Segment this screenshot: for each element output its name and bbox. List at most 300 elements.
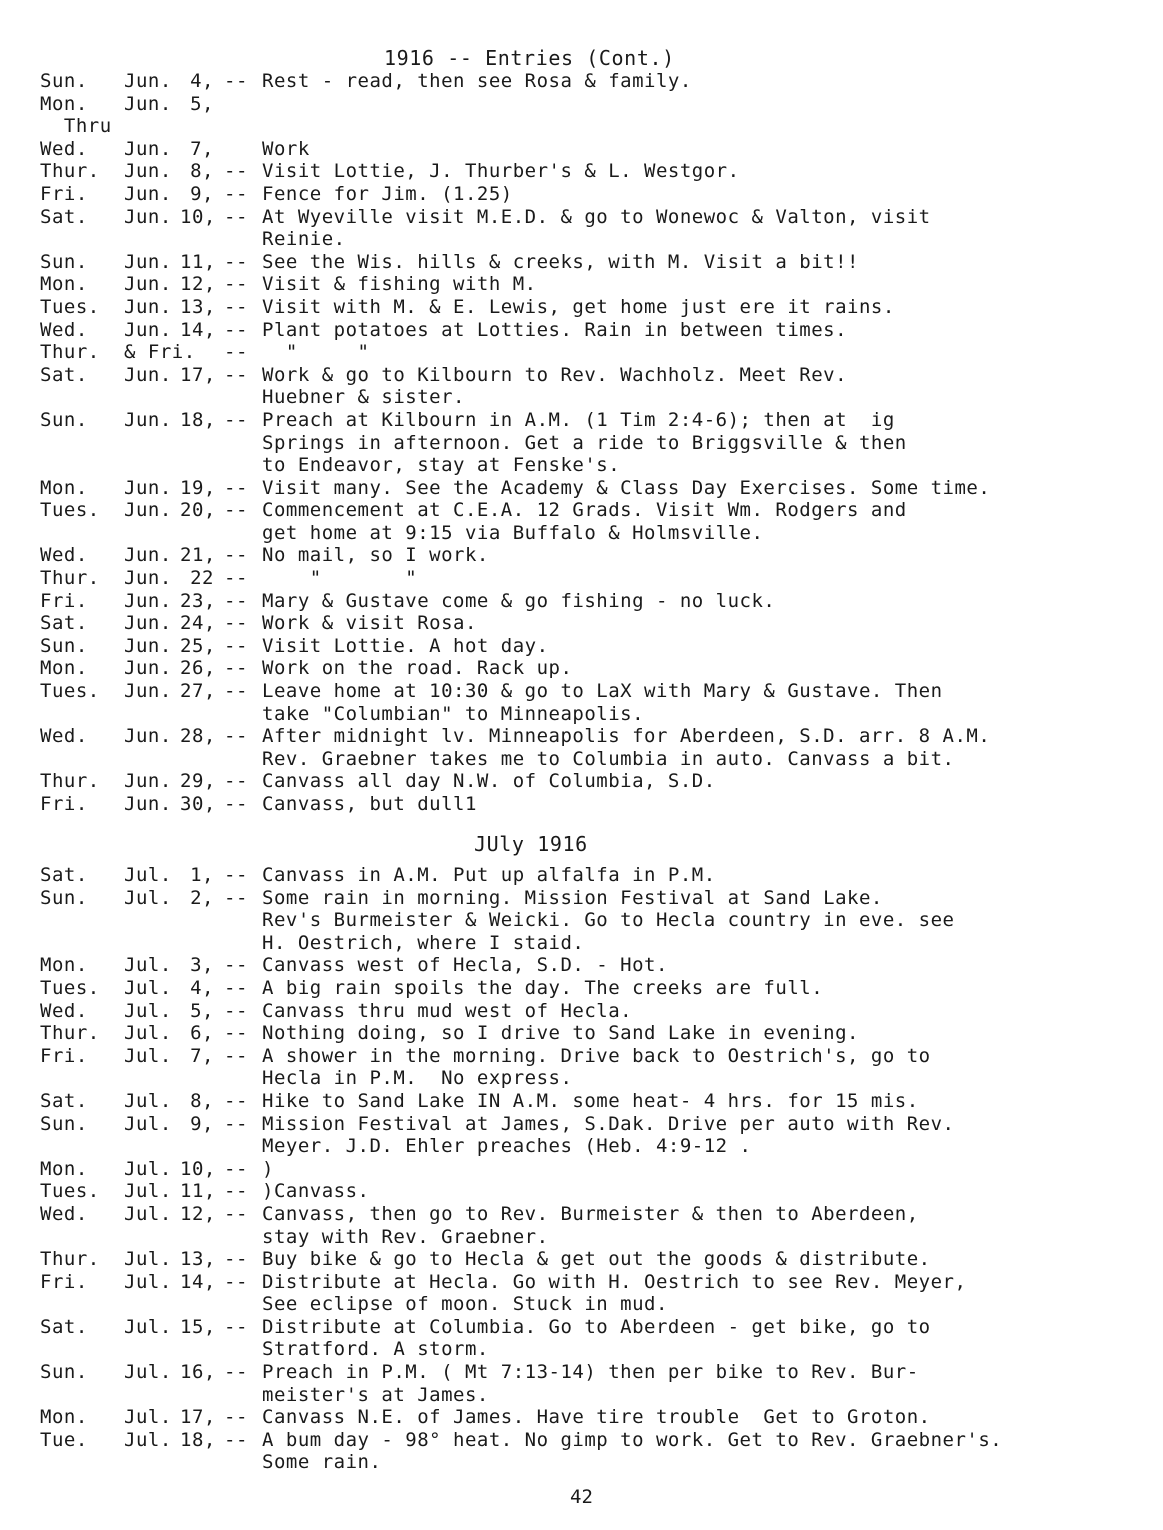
entry-continuation-row [40,454,1160,477]
entry-weekday: Sun. [40,70,88,92]
diary-entry [40,1248,1160,1271]
entry-text: Canvass in A.M. Put up alfalfa in P.M. [262,864,716,886]
entry-weekday [40,1384,124,1407]
entry-day: 18, [180,1428,216,1451]
entry-separator: -- [224,725,248,748]
entry-separator: -- [224,182,248,205]
entry-separator: -- [224,657,248,680]
entry-separator: -- [224,363,248,386]
entry-day: 2, [190,886,214,909]
entry-day: 5, [190,999,214,1022]
entry-day [180,432,218,455]
entry-text: Visit Lottie. A hot day. [262,634,549,657]
entry-row [40,725,1160,748]
entry-day [180,115,218,138]
entry-separator [218,909,262,932]
entry-weekday [40,386,124,409]
entry-weekday: Sat. [40,864,88,886]
entry-weekday [40,1135,124,1158]
entry-day: 26, [180,657,216,680]
entry-row [40,1158,1160,1181]
entry-text [262,115,1160,138]
diary-entry [40,1113,1160,1158]
entry-weekday: Mon. [40,657,88,680]
entry-row [40,183,1160,206]
entry-separator [218,432,262,455]
entry-row [40,864,1160,887]
entry-row [40,115,1160,138]
entry-month: & Fri. [124,341,196,364]
entry-separator [218,1226,262,1249]
entry-separator: -- [224,250,248,273]
entry-row [40,954,1160,977]
entry-text: get home at 9:15 via Buffalo & Holmsville. [262,521,764,544]
entry-weekday [40,228,124,251]
entry-text: take "Columbian" to Minneapolis. [262,702,645,725]
entry-text: Hecla in P.M. No express. [262,1067,573,1090]
entry-month: Jun. [124,499,172,522]
entry-text: Mary & Gustave come & go fishing - no luck. [262,589,776,612]
entry-day: 22 [190,567,214,590]
entry-separator: -- [224,567,248,590]
entry-text: Leave home at 10:30 & go to LaX with Mary & Gustave. Then [262,680,943,703]
diary-entry [40,477,1160,500]
entry-separator: -- [224,1428,248,1451]
entry-separator: -- [224,1248,248,1271]
diary-entry [40,680,1160,725]
entry-separator [218,1135,262,1158]
entry-text: Meyer. J.D. Ehler preaches (Heb. 4:9-12 . [262,1135,752,1158]
entry-month: Jul. [124,1044,172,1067]
entry-row [40,567,1160,590]
entry-weekday: Fri. [40,1270,88,1293]
entry-weekday: Thur. [40,160,100,183]
entry-text: A bum day - 98° heat. No gimp to work. Get to Rev. Graebner's. [262,1428,1003,1451]
entry-day: 19, [180,476,216,499]
entry-month: Jun. [124,273,172,296]
entry-row [40,477,1160,500]
diary-entry [40,319,1160,342]
entry-text: " " [262,567,418,590]
entry-row [40,590,1160,613]
entry-month [124,1451,180,1474]
entry-row [40,977,1160,1000]
entry-month: Jun. [124,160,172,183]
entry-weekday [40,932,124,955]
entry-day: 25, [180,634,216,657]
entry-row [40,1429,1160,1452]
entry-separator: -- [224,1112,248,1135]
entry-separator: -- [224,954,248,977]
entry-separator: -- [224,160,248,183]
entry-row [40,612,1160,635]
diary-entry [40,296,1160,319]
entry-month: Jul. [124,1315,172,1338]
entry-separator: -- [224,544,248,567]
entry-day: 7, [190,137,214,160]
entry-text: Preach at Kilbourn in A.M. (1 Tim 2:4-6); then at ig [262,408,895,431]
entry-weekday: Fri. [40,1044,88,1067]
entry-month [124,748,180,771]
diary-entry [40,954,1160,977]
entry-separator [218,138,262,161]
entry-day: 3, [190,954,214,977]
entry-month: Jun. [124,250,172,273]
page-number: 42 [570,1486,593,1508]
entry-row [40,251,1160,274]
entry-separator [218,454,262,477]
entry-text: Rev. Graebner takes me to Columbia in auto. Canvass a bit. [262,747,955,770]
entry-weekday: Tues. [40,976,100,999]
entry-text: A shower in the morning. Drive back to Oestrich's, go to [262,1044,931,1067]
entry-text: ) [262,1157,274,1180]
entry-separator [218,115,262,138]
entry-weekday: Wed. [40,725,88,748]
diary-entry [40,1316,1160,1361]
entry-month: Jun. [124,476,172,499]
entry-separator [218,1384,262,1407]
entry-text: Rest - read, then see Rosa & family. [262,70,692,92]
entry-month: Jun. [124,770,172,793]
july-entries [40,864,1160,1474]
entry-weekday: Tues. [40,499,100,522]
entry-text: Distribute at Columbia. Go to Aberdeen - get bike, go to [262,1315,931,1338]
entry-weekday: Tue. [40,1428,88,1451]
entry-day: 24, [180,612,216,635]
entry-month: Jun. [124,793,172,815]
entry-weekday: Fri. [40,182,88,205]
diary-entry [40,793,1160,816]
entry-weekday: Tues. [40,1180,100,1203]
entry-day: 11, [180,250,216,273]
entry-separator [218,703,262,726]
entry-month: Jul. [124,1361,172,1384]
entry-separator: -- [224,205,248,228]
entry-text: Mission Festival at James, S.Dak. Drive per auto with Rev. [262,1112,955,1135]
diary-entry [40,364,1160,409]
entry-month: Jul. [124,999,172,1022]
entry-month [124,1384,180,1407]
entry-weekday: Thur. [40,770,100,793]
entry-weekday [40,1067,124,1090]
entry-text: Commencement at C.E.A. 12 Grads. Visit Wm. Rodgers and [262,499,907,522]
entry-text: Visit many. See the Academy & Class Day Exercises. Some time. [262,476,991,499]
diary-entry [40,115,1160,138]
entry-row [40,1090,1160,1113]
entry-text: Fence for Jim. (1.25) [262,182,513,205]
entry-separator: -- [224,589,248,612]
entry-month: Jul. [124,1406,172,1429]
entry-continuation-row [40,1384,1160,1407]
entry-text: Canvass, then go to Rev. Burmeister & then to Aberdeen, [262,1202,919,1225]
entry-row [40,319,1160,342]
june-entries [40,70,1160,816]
entry-day [180,748,218,771]
entry-text: Some rain in morning. Mission Festival at Sand Lake. [262,886,883,909]
entry-day: 23, [180,589,216,612]
entry-separator: -- [224,1361,248,1384]
entry-day: 18, [180,408,216,431]
entry-month: Jun. [124,182,172,205]
entry-day [180,522,218,545]
entry-separator [218,1451,262,1474]
diary-entry [40,138,1160,161]
entry-row [40,364,1160,387]
entry-day [180,1338,218,1361]
entry-month: Jun. [124,408,172,431]
entry-text: Buy bike & go to Hecla & get out the goods & distribute. [262,1248,931,1271]
entry-day: 21, [180,544,216,567]
entry-row [40,635,1160,658]
entry-row [40,499,1160,522]
entry-day [180,1135,218,1158]
entry-weekday [40,522,124,545]
entry-text: Rev's Burmeister & Weicki. Go to Hecla country in eve. see [262,909,955,932]
entry-text: H. Oestrich, where I staid. [262,931,585,954]
entry-day [180,703,218,726]
entry-separator: -- [224,476,248,499]
entry-separator: -- [224,295,248,318]
entry-month: Jun. [124,657,172,680]
entry-row [40,1045,1160,1068]
entry-text: After midnight lv. Minneapolis for Aberdeen, S.D. arr. 8 A.M. [262,725,991,748]
entry-text: meister's at James. [262,1383,489,1406]
entry-weekday: Wed. [40,318,88,341]
entry-weekday: Sat. [40,612,88,635]
entry-month: Jul. [124,1270,172,1293]
entry-weekday: Fri. [40,589,88,612]
entry-weekday [40,454,124,477]
entry-weekday [40,703,124,726]
entry-continuation-row [40,703,1160,726]
entry-row [40,1271,1160,1294]
entry-weekday: Mon. [40,476,88,499]
entry-row [40,1113,1160,1136]
entry-row [40,1022,1160,1045]
entry-day: 13, [180,295,216,318]
entry-weekday [40,1451,124,1474]
diary-entry [40,1000,1160,1023]
entry-weekday: Sun. [40,886,88,909]
entry-day: 12, [180,273,216,296]
entry-day [180,932,218,955]
entry-weekday: Thru [40,115,112,138]
entry-month [124,932,180,955]
entry-row [40,1000,1160,1023]
entry-row [40,1406,1160,1429]
diary-entry [40,544,1160,567]
entry-separator: -- [224,1202,248,1225]
diary-entry [40,977,1160,1000]
entry-day: 4, [190,976,214,999]
entry-separator: -- [224,976,248,999]
entry-month [124,1135,180,1158]
entry-separator: -- [224,1270,248,1293]
diary-entry [40,567,1160,590]
diary-entry [40,1406,1160,1429]
entry-separator: -- [224,273,248,296]
entry-weekday: Sat. [40,1089,88,1112]
entry-row [40,1180,1160,1203]
entry-month: Jul. [124,1180,172,1203]
entry-month: Jun. [124,589,172,612]
diary-entry [40,160,1160,183]
entry-row [40,793,1160,816]
diary-entry [40,725,1160,770]
diary-entry [40,1180,1160,1203]
entry-day: 9, [190,182,214,205]
diary-entry [40,1203,1160,1248]
entry-text: At Wyeville visit M.E.D. & go to Wonewoc & Valton, visit [262,205,931,228]
entry-day: 6, [190,1022,214,1045]
entry-month: Jul. [124,1428,172,1451]
entry-separator: -- [224,1180,248,1203]
entry-day: 14, [180,318,216,341]
entry-day: 11, [180,1180,216,1203]
entry-day: 28, [180,725,216,748]
entry-separator [218,93,262,116]
diary-entry [40,1361,1160,1406]
entry-separator: -- [224,1089,248,1112]
entry-weekday: Sun. [40,250,88,273]
entry-text: )Canvass. [262,1180,370,1203]
entry-day: 29, [180,770,216,793]
entry-row [40,657,1160,680]
entry-continuation-row [40,1135,1160,1158]
entry-weekday: Wed. [40,137,88,160]
entry-day: 17, [180,363,216,386]
entry-text: Canvass all day N.W. of Columbia, S.D. [262,770,716,793]
entry-text [262,93,1160,116]
entry-separator [218,228,262,251]
entry-month: Jun. [124,544,172,567]
entry-day: 16, [180,1361,216,1384]
entry-weekday [40,432,124,455]
entry-month [124,1067,180,1090]
entry-month: Jun. [124,137,172,160]
entry-text: Nothing doing, so I drive to Sand Lake in evening. [262,1022,859,1045]
entry-separator: -- [224,408,248,431]
entry-month [124,909,180,932]
diary-entry [40,590,1160,613]
entry-weekday [40,909,124,932]
entry-text: Springs in afternoon. Get a ride to Briggsville & then [262,431,907,454]
entry-row [40,887,1160,910]
entry-month: Jul. [124,1248,172,1271]
entry-month: Jul. [124,1202,172,1225]
entry-month [124,432,180,455]
entry-day: 10, [180,205,216,228]
entry-day: 7, [190,1044,214,1067]
entry-separator: -- [224,612,248,635]
entry-weekday [40,1293,124,1316]
entry-day [180,1067,218,1090]
entry-separator: -- [224,70,248,92]
entry-text: A big rain spoils the day. The creeks are full. [262,976,824,999]
entry-weekday: Sun. [40,1112,88,1135]
entry-day [180,386,218,409]
entry-separator [218,748,262,771]
entry-text: Canvass west of Hecla, S.D. - Hot. [262,954,668,977]
entry-weekday: Wed. [40,544,88,567]
entry-text: Visit with M. & E. Lewis, get home just ere it rains. [262,295,895,318]
entry-row [40,770,1160,793]
entry-text: " " [262,341,370,364]
diary-entry [40,251,1160,274]
entry-text: Some rain. [262,1451,382,1474]
entry-text: Huebner & sister. [262,386,465,409]
entry-day [180,1226,218,1249]
entry-continuation-row [40,1451,1160,1474]
entry-weekday: Mon. [40,1406,88,1429]
entry-row [40,409,1160,432]
diary-entry [40,93,1160,116]
entry-text: Work & visit Rosa. [262,612,477,635]
entry-continuation-row [40,748,1160,771]
diary-entry [40,499,1160,544]
entry-separator [218,1338,262,1361]
entry-day: 15, [180,1315,216,1338]
entry-row [40,206,1160,229]
entry-day: 8, [190,160,214,183]
diary-entry [40,341,1160,364]
entry-day [180,1451,218,1474]
entry-weekday: Wed. [40,1202,88,1225]
diary-entry [40,273,1160,296]
entry-weekday [40,1338,124,1361]
entry-month [124,115,180,138]
entry-day [180,341,218,364]
entry-day [180,454,218,477]
entry-day: 10, [180,1157,216,1180]
entry-row [40,70,1160,93]
entry-separator [218,932,262,955]
entry-month [124,522,180,545]
entry-day: 4, [190,70,214,92]
entry-text: Visit & fishing with M. [262,273,537,296]
entry-text: Canvass thru mud west of Hecla. [262,999,633,1022]
entry-row [40,1248,1160,1271]
diary-entry [40,864,1160,887]
entry-row [40,273,1160,296]
entry-month: Jul. [124,1157,172,1180]
entry-separator: -- [224,1406,248,1429]
diary-entry [40,1090,1160,1113]
entry-weekday: Mon. [40,273,88,296]
entry-month: Jun. [124,92,172,115]
entry-continuation-row [40,1338,1160,1361]
entry-month: Jun. [124,70,172,92]
entry-month: Jul. [124,886,172,909]
entry-row [40,680,1160,703]
entry-month [124,386,180,409]
entry-month [124,454,180,477]
entry-text: to Endeavor, stay at Fenske's. [262,454,621,477]
entry-continuation-row [40,386,1160,409]
entry-day: 30, [180,793,216,815]
diary-entry [40,770,1160,793]
entry-weekday: Thur. [40,1022,100,1045]
entry-separator: -- [224,770,248,793]
entry-day [180,1384,218,1407]
entry-text: Stratford. A storm. [262,1338,489,1361]
entry-day [180,228,218,251]
entry-day: 14, [180,1270,216,1293]
entry-separator: -- [224,1315,248,1338]
entry-month: Jul. [124,1022,172,1045]
entry-row [40,1361,1160,1384]
diary-entry [40,183,1160,206]
